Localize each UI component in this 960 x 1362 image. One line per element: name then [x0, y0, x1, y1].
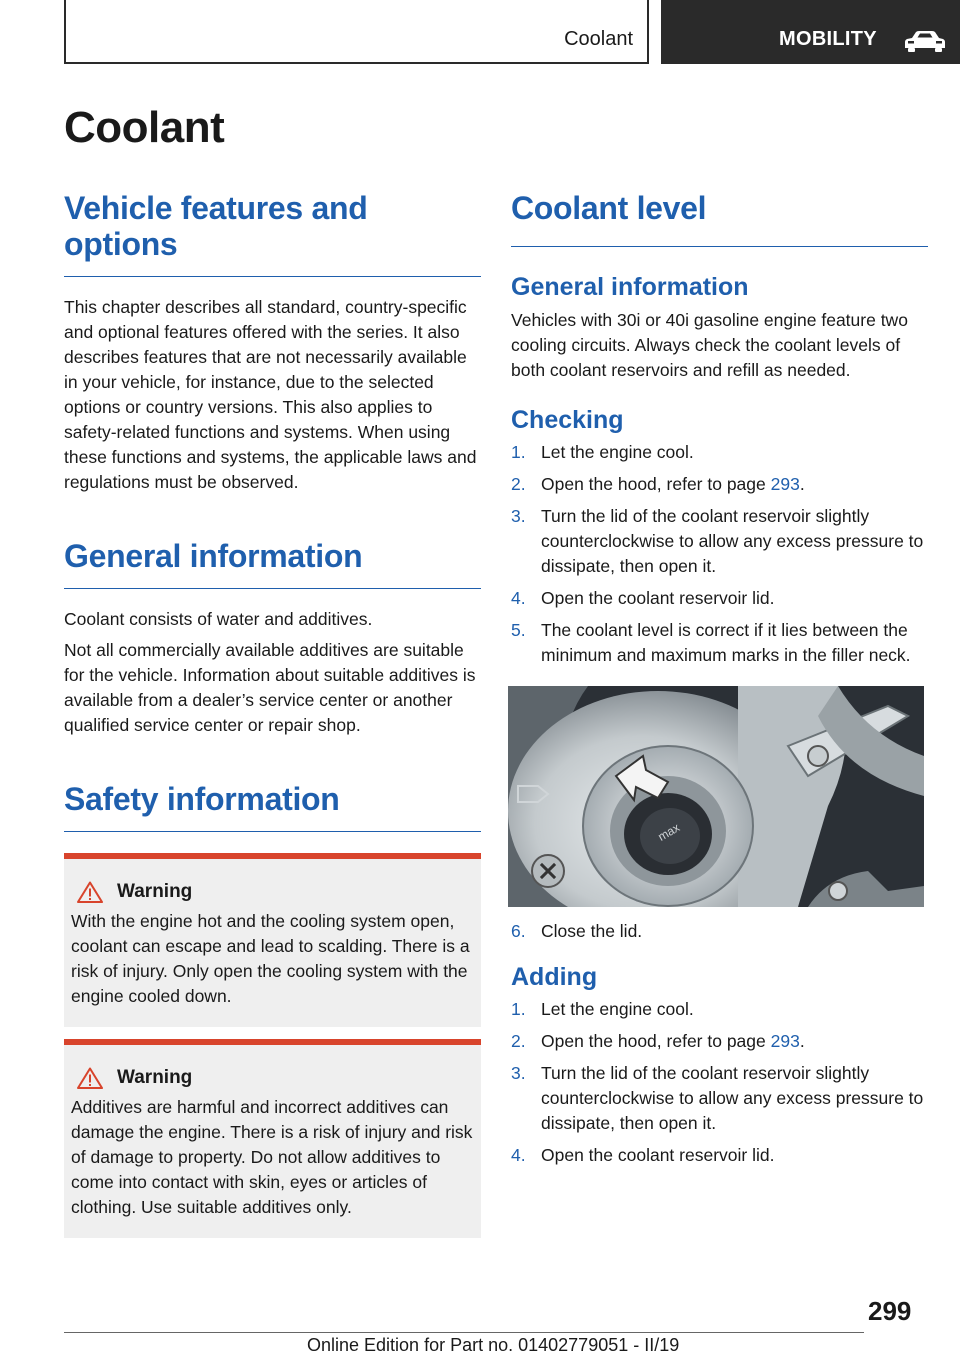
- footer-rule: [64, 1332, 864, 1333]
- warning-header: [71, 1067, 473, 1089]
- coolant-general-text: Vehicles with 30i or 40i gasoline engine feature two cooling circuits. Always check the coolant levels of both coolant reservoirs and refill as needed.: [511, 310, 908, 380]
- step-suffix: .: [799, 474, 805, 494]
- general-information-heading: General information: [64, 538, 363, 574]
- left-column: [64, 190, 481, 1238]
- adding-heading: Adding: [511, 963, 598, 991]
- heading-rule: [64, 276, 481, 277]
- heading-rule: [64, 831, 481, 832]
- list-item: [511, 1061, 928, 1136]
- header-section-box: [64, 0, 649, 64]
- step-number: 6.: [511, 921, 526, 941]
- step-number: 1.: [511, 442, 526, 462]
- header-section-title: Coolant: [564, 28, 633, 50]
- safety-information-heading: Safety information: [64, 781, 340, 817]
- step-text: Let the engine cool.: [541, 999, 694, 1019]
- vehicle-features-heading-line1: Vehicle features and: [64, 190, 368, 226]
- vehicle-features-text: This chapter describes all standard, country-specific and optional features offered with the series. It also describes features that are not necessarily available in your vehicle, for instance, due to the selected options or country versions. This also applies to safety-related functions and systems. When using these functions and systems, the applicable laws and regulations must be observed.: [64, 297, 477, 492]
- step-number: 2.: [511, 474, 526, 494]
- footer-edition: Online Edition for Part no. 01402779051 - II/19: [307, 1335, 680, 1355]
- coolant-level-heading: Coolant level: [511, 190, 707, 226]
- vehicle-features-heading: [64, 190, 481, 262]
- step-text: The coolant level is correct if it lies between the minimum and maximum marks in the filler neck.: [541, 620, 911, 665]
- checking-steps: [511, 440, 928, 668]
- coolant-general-heading: General information: [511, 273, 749, 301]
- cap-label: max: [655, 820, 683, 844]
- general-information-para1: Coolant consists of water and additives.: [64, 609, 373, 629]
- step-text: Open the hood, refer to page: [541, 474, 771, 494]
- car-icon: [902, 29, 948, 53]
- page-number: 299: [868, 1296, 912, 1326]
- checking-heading: Checking: [511, 406, 624, 434]
- list-item: [511, 440, 928, 465]
- step-text: Let the engine cool.: [541, 442, 694, 462]
- list-item: [511, 586, 928, 611]
- checking-steps-continued: [511, 919, 928, 944]
- page-link[interactable]: 293: [770, 1031, 800, 1051]
- step-number: 1.: [511, 999, 526, 1019]
- step-number: 4.: [511, 588, 526, 608]
- warning-box: [64, 1039, 481, 1238]
- warning-triangle-icon: [77, 881, 103, 903]
- right-column: [511, 190, 928, 1175]
- general-information-para2: Not all commercially available additives are suitable for the vehicle. Information about suitable additives is available from a dealer’s service center or another qualified service center or repair shop.: [64, 640, 476, 735]
- list-item: [511, 919, 928, 944]
- heading-rule: [64, 588, 481, 589]
- step-text: Open the coolant reservoir lid.: [541, 1145, 775, 1165]
- list-item: [511, 472, 928, 497]
- general-information-section: [64, 538, 481, 738]
- list-item: [511, 1029, 928, 1054]
- adding-steps: [511, 997, 928, 1168]
- step-text: Close the lid.: [541, 921, 643, 941]
- step-text: Open the hood, refer to page: [541, 1031, 771, 1051]
- warning-triangle-icon: [77, 1067, 103, 1089]
- warning-text: Additives are harmful and incorrect additives can damage the engine. There is a risk of injury and risk of damage to property. Do not allow additives to come into contact with skin, eyes or articles of clothing. Use suitable additives only.: [71, 1097, 473, 1217]
- heading-rule: [511, 246, 928, 247]
- warning-text: With the engine hot and the cooling system open, coolant can escape and lead to scalding. There is a risk of injury. Only open the cooling system with the engine cooled down.: [71, 911, 470, 1006]
- page-link[interactable]: 293: [770, 474, 800, 494]
- warning-header: [71, 881, 473, 903]
- coolant-reservoir-illustration: [508, 686, 924, 907]
- page-title: Coolant: [64, 103, 225, 152]
- warning-box: [64, 853, 481, 1027]
- warning-title: Warning: [117, 1067, 193, 1088]
- vehicle-features-heading-line2: options: [64, 226, 178, 262]
- vehicle-features-section: [64, 190, 481, 495]
- list-item: [511, 997, 928, 1022]
- list-item: [511, 1143, 928, 1168]
- step-number: 4.: [511, 1145, 526, 1165]
- warning-title: Warning: [117, 881, 193, 902]
- step-number: 3.: [511, 506, 526, 526]
- step-suffix: .: [799, 1031, 805, 1051]
- step-number: 5.: [511, 620, 526, 640]
- header-chapter-label: MOBILITY: [779, 28, 877, 50]
- step-text: Open the coolant reservoir lid.: [541, 588, 775, 608]
- step-number: 3.: [511, 1063, 526, 1083]
- safety-information-section: [64, 781, 481, 1238]
- step-text: Turn the lid of the coolant reservoir slightly counterclockwise to allow any excess pressure to dissipate, then open it.: [541, 506, 924, 576]
- list-item: [511, 618, 928, 668]
- step-number: 2.: [511, 1031, 526, 1051]
- coolant-reservoir-photo: [508, 686, 924, 907]
- list-item: [511, 504, 928, 579]
- step-text: Turn the lid of the coolant reservoir slightly counterclockwise to allow any excess pressure to dissipate, then open it.: [541, 1063, 924, 1133]
- header-chapter-tab[interactable]: [661, 0, 960, 64]
